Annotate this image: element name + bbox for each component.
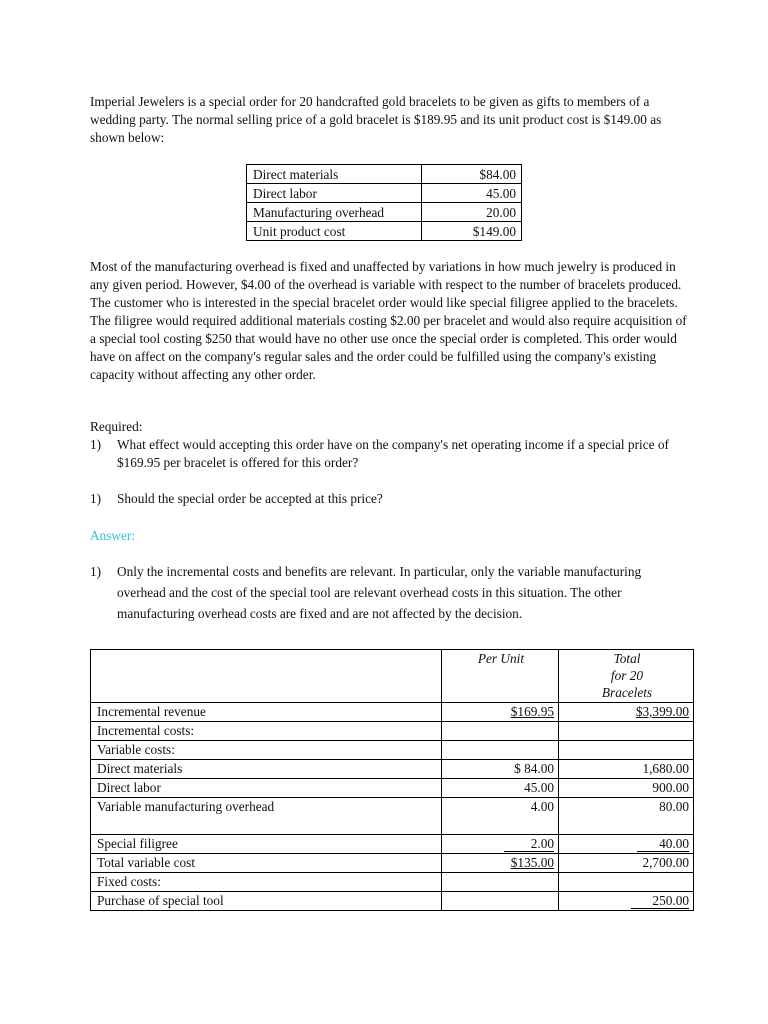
item-number: 1)	[90, 491, 102, 506]
header-blank	[91, 650, 442, 703]
table-row	[247, 184, 522, 203]
cost-value: 20.00	[422, 203, 522, 222]
required-label: Required:	[90, 419, 143, 434]
item-text: What effect would accepting this order have on the company's net operating income if a special price of $169.95 per bracelet is offered for this order?	[117, 437, 669, 470]
item-text: Should the special order be accepted at this price?	[117, 491, 383, 506]
cost-label: Unit product cost	[247, 222, 422, 241]
row-label: Incremental costs:	[91, 722, 442, 741]
header-total-line: for 20	[610, 668, 644, 683]
cost-value: $84.00	[422, 165, 522, 184]
value: 2.00	[504, 836, 554, 852]
item-text: Only the incremental costs and benefits are relevant. In particular, only the variable manufacturing overhead and the cost of the special tool are relevant overhead costs in this situation. The other manufacturing overhead costs are fixed and are not affected by the decision.	[117, 564, 642, 621]
row-per-unit	[442, 873, 559, 892]
value: $3,399.00	[635, 704, 689, 719]
row-label: Incremental revenue	[91, 703, 442, 722]
row-total	[559, 703, 694, 722]
table-row	[247, 203, 522, 222]
row-total	[559, 722, 694, 741]
row-label: Direct materials	[91, 760, 442, 779]
row-total: 1,680.00	[559, 760, 694, 779]
header-total-line: Bracelets	[601, 685, 653, 700]
row-per-unit: 4.00	[442, 798, 559, 835]
table-row	[91, 798, 694, 835]
table-row	[91, 741, 694, 760]
header-total	[559, 650, 694, 703]
row-per-unit: 45.00	[442, 779, 559, 798]
intro-paragraph: Imperial Jewelers is a special order for 20 handcrafted gold bracelets to be given as gifts to members of a wedding party. The normal selling price of a gold bracelet is $189.95 and its unit product cost is $149.00 as shown below:	[90, 94, 662, 145]
table-row	[91, 703, 694, 722]
table-row	[91, 892, 694, 911]
cost-label: Direct labor	[247, 184, 422, 203]
row-total	[559, 835, 694, 854]
header-per-unit: Per Unit	[442, 650, 559, 703]
row-total: 2,700.00	[559, 854, 694, 873]
value: 40.00	[637, 836, 689, 852]
row-per-unit	[442, 703, 559, 722]
table-row	[91, 854, 694, 873]
row-total	[559, 741, 694, 760]
cost-label: Manufacturing overhead	[247, 203, 422, 222]
row-per-unit	[442, 835, 559, 854]
row-total	[559, 873, 694, 892]
answer-label: Answer:	[90, 528, 136, 543]
row-label: Special filigree	[91, 835, 442, 854]
row-per-unit	[442, 722, 559, 741]
row-label: Variable manufacturing overhead	[91, 798, 442, 835]
row-total	[559, 892, 694, 911]
value: $169.95	[510, 704, 554, 719]
table-row	[247, 222, 522, 241]
unit-cost-table	[246, 164, 522, 241]
row-total: 900.00	[559, 779, 694, 798]
row-total: 80.00	[559, 798, 694, 835]
table-row	[91, 722, 694, 741]
row-per-unit	[442, 892, 559, 911]
table-row	[91, 835, 694, 854]
table-row	[247, 165, 522, 184]
table-row	[91, 873, 694, 892]
table-row	[91, 779, 694, 798]
overhead-paragraph: Most of the manufacturing overhead is fixed and unaffected by variations in how much jewelry is produced in any given period. However, $4.00 of the overhead is variable with respect to the number of bracelets produced. The customer who is interested in the special bracelet order would like special filigree applied to the bracelets. The filigree would required additional materials costing $2.00 per bracelet and would also require acquisition of a special tool costing $250 that would have no other use once the special order is completed. This order would have on affect on the company's regular sales and the order could be fulfilled using the company's existing capacity without affecting any other order.	[90, 259, 687, 382]
item-number: 1)	[90, 564, 102, 579]
row-label: Purchase of special tool	[91, 892, 442, 911]
table-row	[91, 760, 694, 779]
header-total-line: Total	[613, 651, 641, 666]
table-header-row	[91, 650, 694, 703]
row-label: Total variable cost	[91, 854, 442, 873]
cost-value: 45.00	[422, 184, 522, 203]
value: 250.00	[631, 893, 689, 909]
row-label: Direct labor	[91, 779, 442, 798]
row-per-unit	[442, 854, 559, 873]
value: $135.00	[510, 855, 554, 870]
row-per-unit	[442, 741, 559, 760]
row-label: Variable costs:	[91, 741, 442, 760]
incremental-analysis-table	[90, 649, 694, 911]
row-label: Fixed costs:	[91, 873, 442, 892]
item-number: 1)	[90, 437, 102, 452]
cost-value: $149.00	[422, 222, 522, 241]
cost-label: Direct materials	[247, 165, 422, 184]
row-per-unit: $ 84.00	[442, 760, 559, 779]
